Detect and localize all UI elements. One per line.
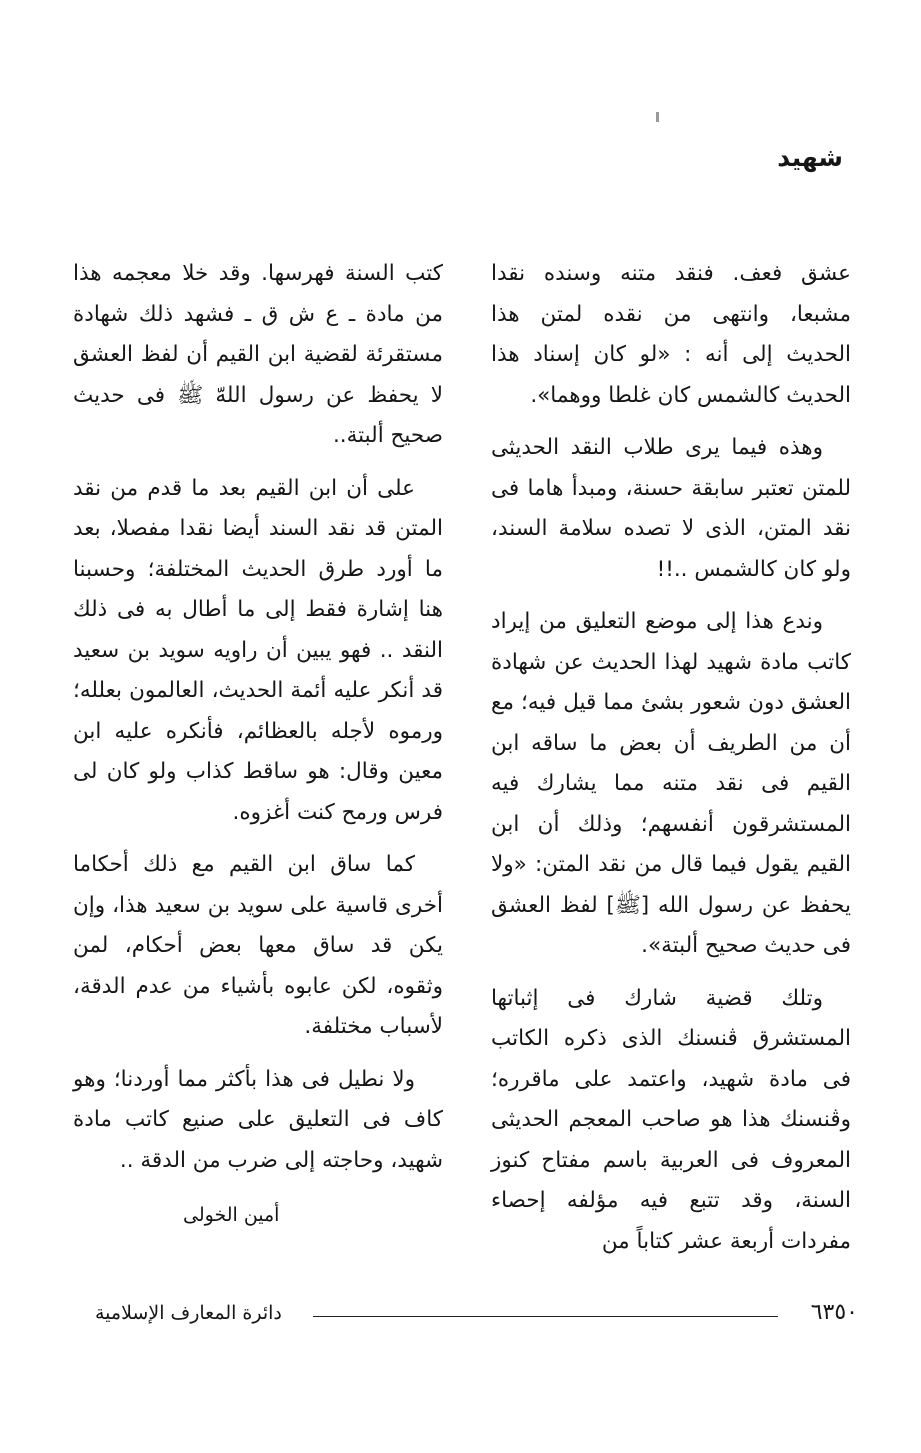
paragraph: كتب السنة فهرسها. وقد خلا معجمه هذا من مادة ـ ع ش ق ـ فشهد ذلك شهادة مستقرئة لقضية ابن القيم أن لفظ العشق لا يحفظ عن رسول اللهّ ﷺ فى حديث صحيح ألبتة..	[73, 261, 443, 448]
page-footer	[95, 1300, 858, 1340]
right-column	[491, 254, 851, 1274]
paragraph: كما ساق ابن القيم مع ذلك أحكاما أخرى قاسية على سويد بن سعيد هذا، وإن يكن قد ساق معها بعض أحكام، لمن وثقوه، لكن عابوه بأشياء من عدم الدقة، لأسباب مختلفة.	[73, 852, 443, 1039]
paragraph: وهذه فيما يرى طلاب النقد الحديثى للمتن تعتبر سابقة حسنة، ومبدأ هاما فى نقد المتن، الذى لا تصده سلامة السند، ولو كان كالشمس ..!!	[491, 435, 851, 582]
paragraph: وتلك قضية شارك فى إثباتها المستشرق ڤنسنك الذى ذكره الكاتب فى مادة شهيد، واعتمد على ماقرره؛ وڤنسنك هذا هو صاحب المعجم الحديثى المعروف فى العربية باسم مفتاح كنوز السنة، وقد تتبع فيه مؤلفه إحصاء مفردات أربعة عشر كتاباً من	[491, 985, 851, 1254]
paragraph: وندع هذا إلى موضع التعليق من إيراد كاتب مادة شهيد لهذا الحديث عن شهادة العشق دون شعور بشئ مما قيل فيه؛ مع أن من الطريف أن بعض ما ساقه ابن القيم فى نقد متنه مما يشارك فيه المستشرقون أنفسهم؛ وذلك أن ابن القيم يقول فيما قال من نقد المتن: «ولا يحفظ عن رسول الله [ﷺ] لفظ العشق فى حديث صحيح ألبتة».	[491, 609, 851, 958]
running-head: شهيد	[777, 143, 843, 172]
author-signature: أمين الخولى	[183, 1204, 280, 1226]
page-number: ٦٣٥٠	[810, 1300, 858, 1325]
footer-rule	[313, 1316, 778, 1317]
left-column	[73, 254, 443, 1236]
scan-speck	[656, 112, 659, 122]
paragraph: على أن ابن القيم بعد ما قدم من نقد المتن قد نقد السند أيضا نقدا مفصلا، بعد ما أورد طرق الحديث المختلفة؛ وحسبنا هنا إشارة فقط إلى ما أطال به فى ذلك النقد .. فهو يبين أن راويه سويد بن سعيد قد أنكر عليه أئمة الحديث، العالمون بعلله؛ ورموه لأجله بالعظائم، فأنكره عليه ابن معين وقال: هو ساقط كذاب ولو كان لى فرس ورمح كنت أغزوه.	[73, 475, 443, 825]
publication-title: دائرة المعارف الإسلامية	[95, 1302, 282, 1324]
paragraph: ولا نطيل فى هذا بأكثر مما أوردنا؛ وهو كاف فى التعليق على صنيع كاتب مادة شهيد، وحاجته إلى ضرب من الدقة ..	[73, 1066, 443, 1173]
paragraph: عشق فعف. فنقد متنه وسنده نقدا مشبعا، وانتهى من نقده لمتن هذا الحديث إلى أنه : «لو كان إسناد هذا الحديث كالشمس كان غلطا ووهما».	[491, 261, 851, 408]
